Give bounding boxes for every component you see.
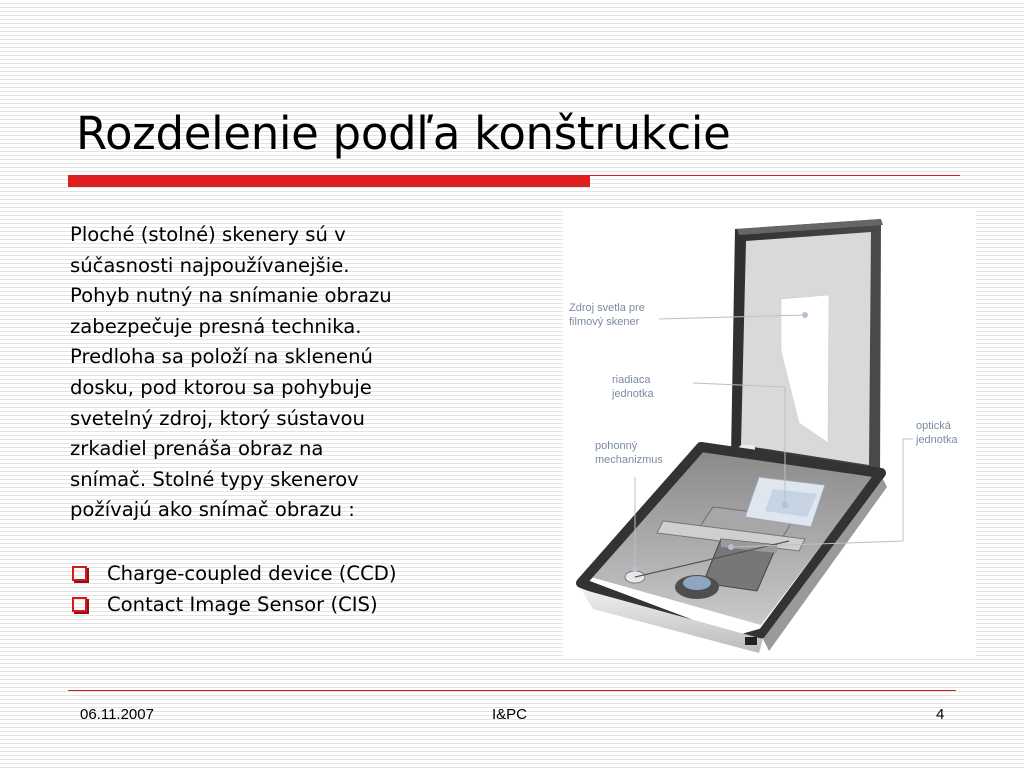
flatbed-scanner-icon [563, 211, 976, 657]
label-optical-unit: optická jednotka [916, 420, 958, 446]
slide-title: Rozdelenie podľa konštrukcie [76, 107, 731, 160]
label-control-unit: riadiaca jednotka [612, 374, 654, 400]
label-light-source: Zdroj svetla pre filmový skener [569, 302, 645, 328]
title-underline-thin [590, 175, 960, 176]
page-number: 4 [936, 706, 945, 723]
square-bullet-icon [72, 597, 87, 612]
bullet-text: Charge-coupled device (CCD) [107, 562, 397, 585]
list-item [70, 558, 397, 589]
scanner-lid [731, 219, 883, 481]
body-paragraph: Ploché (stolné) skenery sú v súčasnosti najpoužívanejšie. Pohyb nutný na snímanie obrazu zabezpečuje presná technika. Predloha sa položí na sklenenú dosku, pod ktorou sa pohybuje svetelný zdroj, ktorý sústavou zrkadiel prenáša obraz na snímač. Stolné typy skenerov požívajú ako snímač obrazu : [70, 223, 392, 522]
footer-title: I&PC [492, 706, 528, 723]
bullet-list [70, 558, 397, 620]
square-bullet-icon [72, 566, 87, 581]
title-underline-accent [68, 175, 590, 187]
scanner-figure [563, 211, 976, 657]
bullet-text: Contact Image Sensor (CIS) [107, 593, 378, 616]
scanner-base [581, 447, 887, 653]
list-item [70, 589, 397, 620]
footer-divider [68, 690, 956, 691]
label-drive-mechanism: pohonný mechanizmus [595, 440, 663, 466]
footer-date: 06.11.2007 [80, 706, 154, 723]
